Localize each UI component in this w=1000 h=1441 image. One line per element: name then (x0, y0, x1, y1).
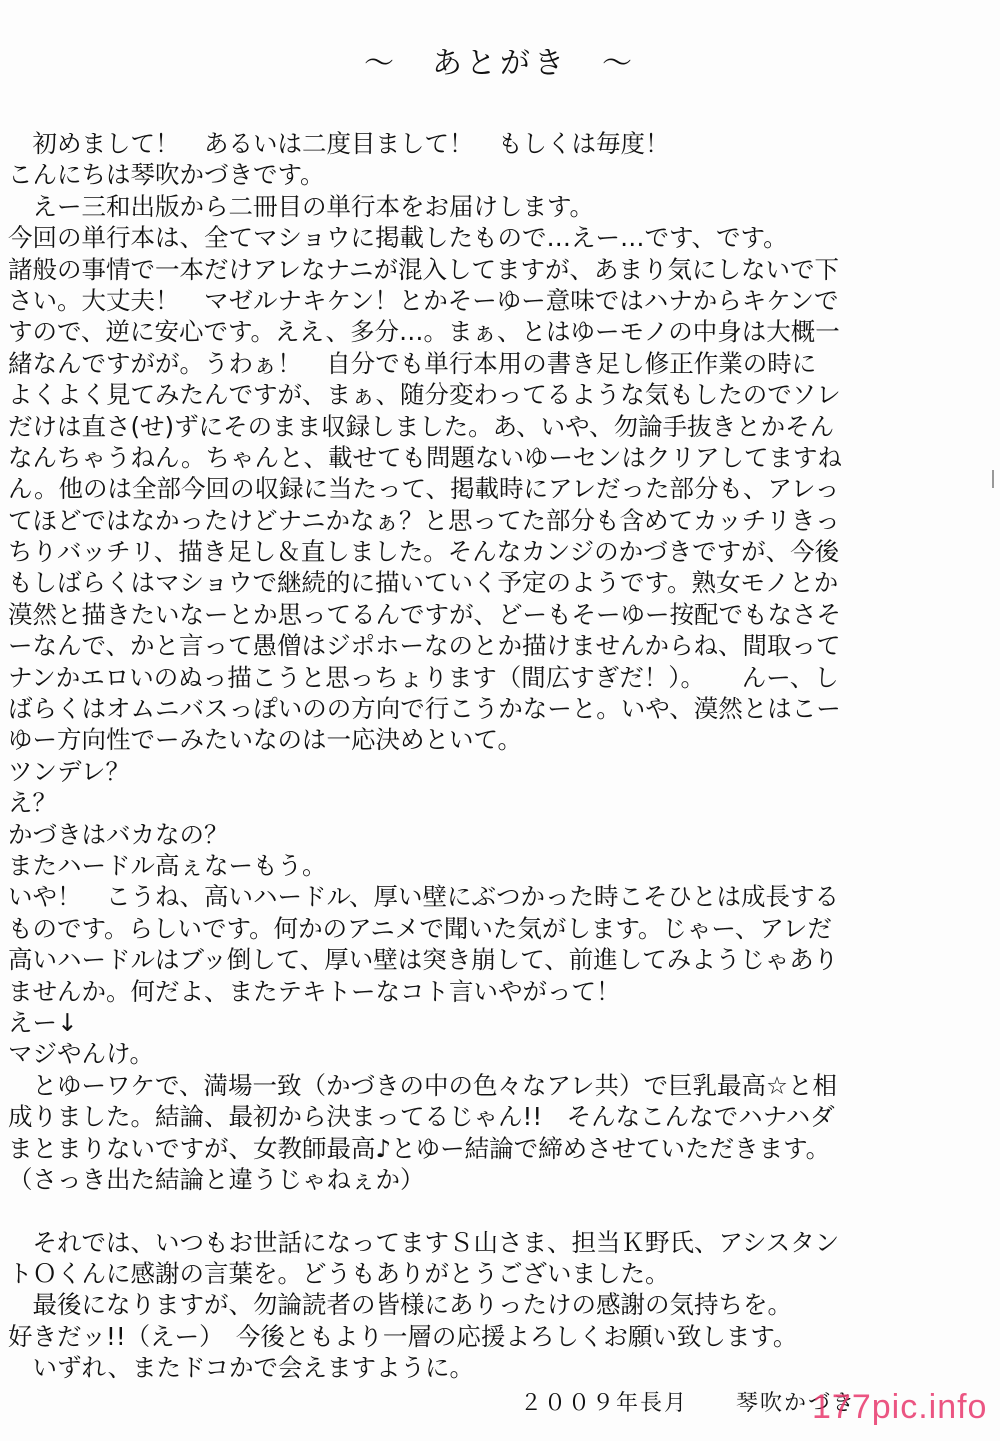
text-line: 緒なんですがが。うわぁ！ 自分でも単行本用の書き足し修正作業の時に (8, 348, 817, 378)
text-line: 高いハードルはブッ倒して、厚い壁は突き崩して、前進してみようじゃあり (8, 945, 839, 975)
text-line: だけは直さ(せ)ずにそのまま収録しました。あ、いや、勿論手抜きとかそん (8, 411, 835, 441)
text-line: えー三和出版から二冊目の単行本をお届けします。 (8, 191, 595, 221)
text-line: さい。大丈夫！ マゼルナキケン！とかそーゆー意味ではハナからキケンで (8, 285, 839, 315)
margin-mark (992, 470, 994, 488)
text-line: ませんか。何だよ、またテキトーなコト言いやがって！ (8, 976, 621, 1006)
text-line: 漠然と描きたいなーとか思ってるんですが、どーもそーゆー按配でもなさそ (8, 599, 841, 629)
text-line: こんにちは琴吹かづきです。 (8, 160, 325, 190)
text-line: それでは、いつもお世話になってますＳ山さま、担当Ｋ野氏、アシスタン (8, 1227, 840, 1257)
text-line: 好きだッ!!（えー） 今後ともより一層の応援よろしくお願い致します。 (8, 1321, 798, 1351)
text-line: ちりバッチリ、描き足し＆直しました。そんなカンジのかづきですが、今後 (8, 537, 840, 567)
watermark: 177pic.info (812, 1388, 988, 1426)
text-line: 初めまして！ あるいは二度目まして！ もしくは毎度！ (8, 129, 670, 158)
blank-line (8, 1195, 993, 1226)
text-line: え？ (8, 788, 57, 818)
text-line: ーなんで、かと言って愚僧はジポホーなのとか描けませんからね、間取って (8, 631, 841, 661)
text-line: もしばらくはマショウで継続的に描いていく予定のようです。熟女モノとか (8, 568, 839, 598)
text-line: すので、逆に安心です。ええ、多分…。まぁ、とはゆーモノの中身は大概一 (8, 317, 840, 347)
text-line: 最後になりますが、勿論読者の皆様にありったけの感謝の気持ちを。 (8, 1290, 792, 1320)
text-line: よくよく見てみたんですが、まぁ、随分変わってるような気もしたのでソレ (8, 380, 841, 410)
text-line: えー↓ (8, 1007, 78, 1037)
signature: ２００９年長月 琴吹かづき (520, 1391, 857, 1416)
text-line: まとまりないですが、女教師最高♪とゆー結論で締めさせていただきます。 (8, 1133, 831, 1163)
text-line: （さっき出た結論と違うじゃねぇか） (8, 1164, 425, 1194)
text-line: またハードル高ぇなーもう。 (8, 850, 327, 880)
text-line: ツンデレ？ (8, 756, 131, 786)
text-line: ナンかエロいのぬっ描こうと思っちょります（間広すぎだ！）。 んー、し (8, 662, 839, 692)
text-line: 成りました。結論、最初から決まってるじゃん!! そんなこんなでハナハダ (8, 1102, 835, 1132)
text-line: マジやんけ。 (8, 1039, 155, 1069)
text-line: なんちゃうねん。ちゃんと、載せても問題ないゆーセンはクリアしてますね (8, 442, 842, 472)
text-line: ゆー方向性でーみたいなのは一応決めといて。 (8, 725, 523, 755)
text-line: とゆーワケで、満場一致（かづきの中の色々なアレ共）で巨乳最高☆と相 (8, 1070, 837, 1100)
text-line: ばらくはオムニバスっぽいのの方向で行こうかなーと。いや、漠然とはこー (8, 694, 841, 724)
text-line: いや！ こうね、高いハードル、厚い壁にぶつかった時こそひとは成長する (8, 882, 840, 912)
text-line: トＯくんに感謝の言葉を。どうもありがとうございました。 (8, 1259, 670, 1289)
page-title: ～ あとがき ～ (364, 46, 636, 81)
text-line: てほどではなかったけどナニかなぁ？と思ってた部分も含めてカッチリきっ (8, 505, 840, 535)
text-line: かづきはバカなの？ (8, 819, 229, 849)
text-line: 諸般の事情で一本だけアレなナニが混入してますが、あまり気にしないで下 (8, 254, 840, 284)
text-line: ん。他のは全部今回の収録に当たって、掲載時にアレだった部分も、アレっ (8, 474, 840, 504)
text-line: 今回の単行本は、全てマショウに掲載したもので…えー…です、です。 (8, 223, 788, 253)
text-line: いずれ、またドコかで会えますように。 (8, 1353, 474, 1383)
text-line: ものです。らしいです。何かのアニメで聞いた気がします。じゃー、アレだ (8, 913, 832, 943)
afterword-body (8, 128, 993, 1384)
